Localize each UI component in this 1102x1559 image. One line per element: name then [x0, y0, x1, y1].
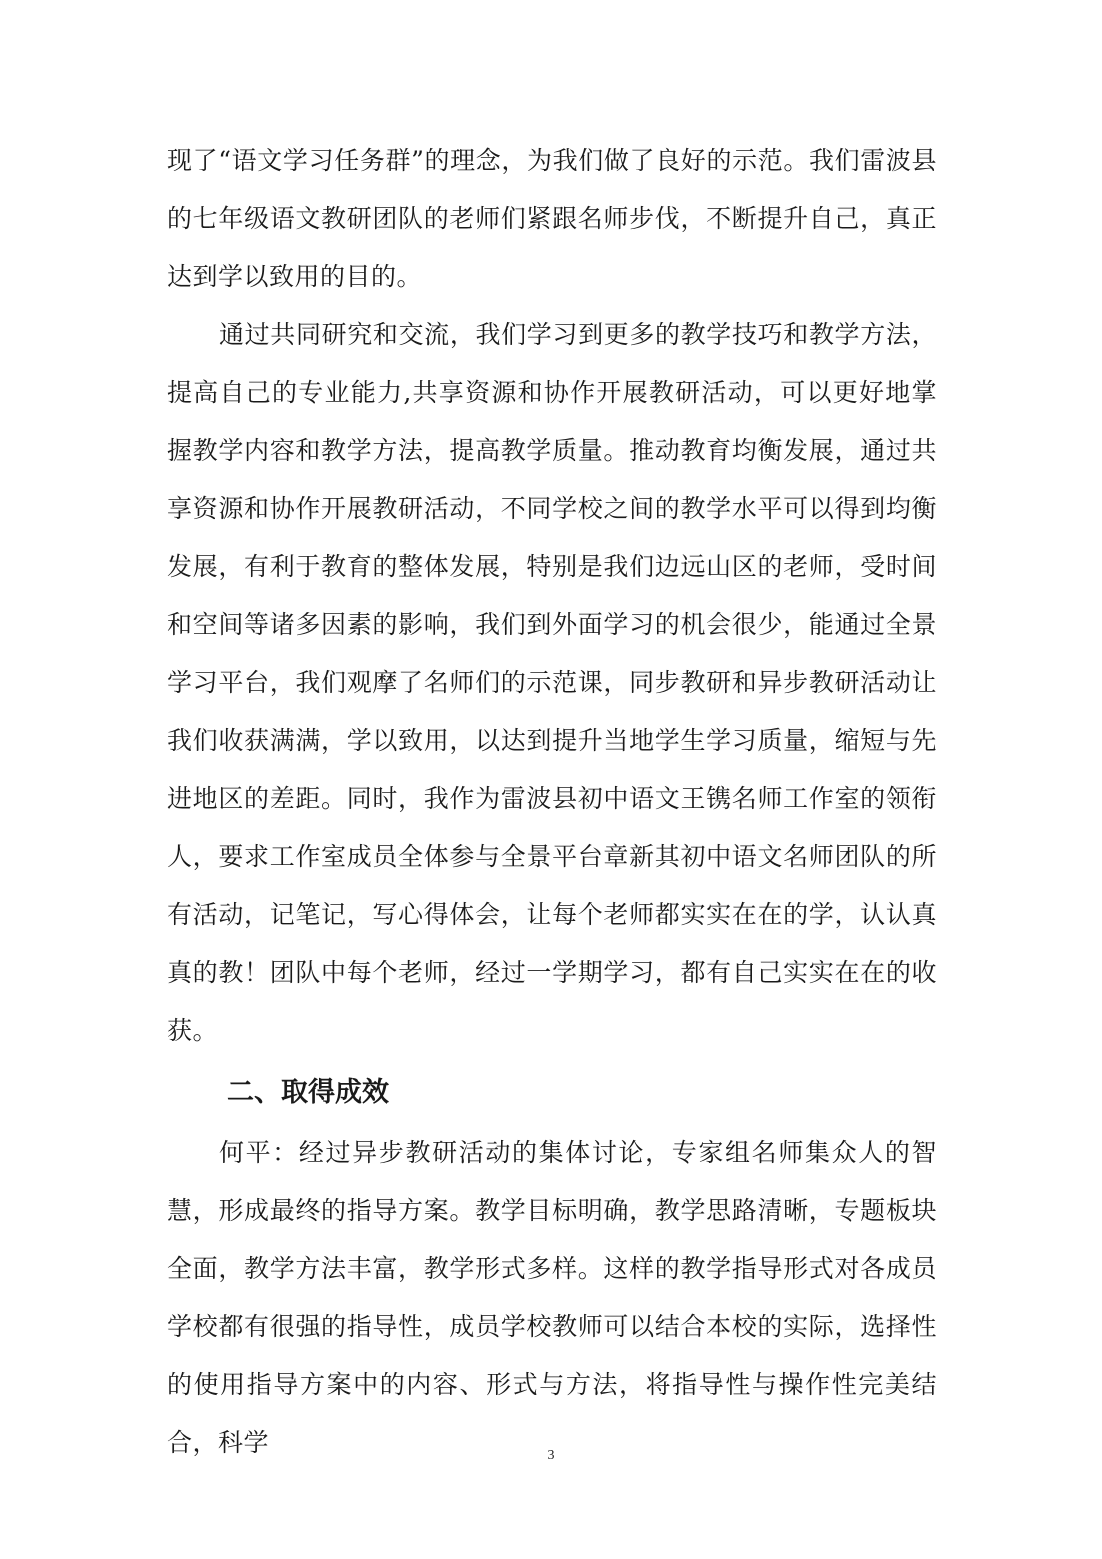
paragraph-research-exchange: 通过共同研究和交流，我们学习到更多的教学技巧和教学方法，提高自己的专业能力,共享资源和协作开展教研活动，可以更好地掌握教学内容和教学方法，提高教学质量。推动教育均衡发展，通过共享资源和协作开展教研活动，不同学校之间的教学水平可以得到均衡发展，有利于教育的整体发展，特别是我们边远山区的老师，受时间和空间等诸多因素的影响，我们到外面学习的机会很少，能通过全景学习平台，我们观摩了名师们的示范课，同步教研和异步教研活动让我们收获满满，学以致用，以达到提升当地学生学习质量，缩短与先进地区的差距。同时，我作为雷波县初中语文王镌名师工作室的领衔人，要求工作室成员全体参与全景平台章新其初中语文名师团队的所有活动，记笔记，写心得体会，让每个老师都实实在在的学，认认真真的教！团队中每个老师，经过一学期学习，都有自己实实在在的收获。 [167, 320, 937, 1045]
paragraph-heping: 何平：经过异步教研活动的集体讨论，专家组名师集众人的智慧，形成最终的指导方案。教学目标明确，教学思路清晰，专题板块全面，教学方法丰富，教学形式多样。这样的教学指导形式对各成员学校都有很强的指导性，成员学校教师可以结合本校的实际，选择性的使用指导方案中的内容、形式与方法，将指导性与操作性完美结合，科学 [167, 1138, 937, 1457]
section-heading-results: 二、取得成效 [227, 1077, 389, 1108]
page-content [167, 132, 937, 1472]
paragraph-continued: 现了“语文学习任务群”的理念，为我们做了良好的示范。我们雷波县的七年级语文教研团队的老师们紧跟名师步伐，不断提升自己，真正达到学以致用的目的。 [167, 146, 937, 291]
page-number: 3 [547, 1448, 555, 1463]
